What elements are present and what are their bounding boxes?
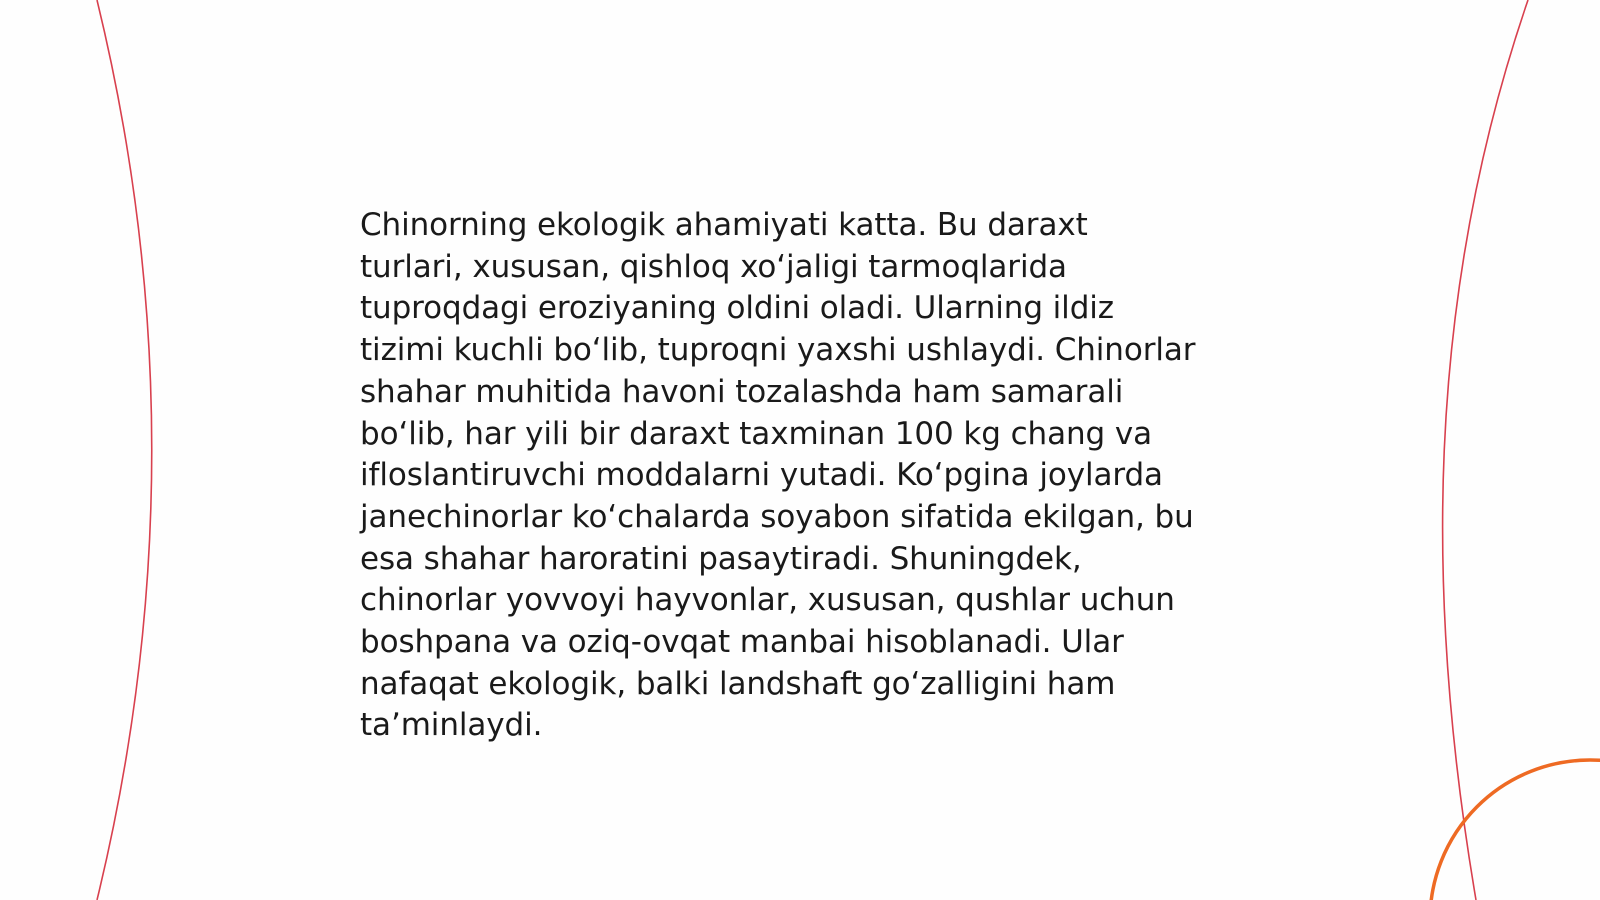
paragraph-line: shahar muhitida havoni tozalashda ham samarali [360, 373, 1124, 410]
orange-circle-decoration [1430, 760, 1600, 900]
body-paragraph [360, 205, 1250, 747]
paragraph-line: boshpana va oziq-ovqat manbai hisoblanadi. Ular [360, 624, 1124, 661]
paragraph-line: ifloslantiruvchi moddalarni yutadi. Ko‘pgina joylarda [360, 457, 1163, 494]
paragraph-line: nafaqat ekologik, balki landshaft go‘zalligini ham [360, 665, 1116, 702]
paragraph-line: tuproqdagi eroziyaning oldini oladi. Ularning ildiz [360, 290, 1114, 327]
paragraph-line: ta’minlaydi. [360, 707, 543, 744]
paragraph-line: turlari, xususan, qishloq xo‘jaligi tarmoqlarida [360, 248, 1067, 285]
paragraph-line: janechinorlar ko‘chalarda soyabon sifatida ekilgan, bu [360, 498, 1194, 535]
left-arc-decoration [97, 0, 152, 900]
paragraph-line: tizimi kuchli bo‘lib, tuproqni yaxshi ushlaydi. Chinorlar [360, 332, 1196, 369]
paragraph-line: esa shahar haroratini pasaytiradi. Shuningdek, [360, 540, 1082, 577]
paragraph-line: chinorlar yovvoyi hayvonlar, xususan, qushlar uchun [360, 582, 1175, 619]
right-arc-decoration [1443, 0, 1528, 900]
paragraph-line: Chinorning ekologik ahamiyati katta. Bu daraxt [360, 207, 1088, 243]
paragraph-line: bo‘lib, har yili bir daraxt taxminan 100 kg chang va [360, 415, 1153, 452]
